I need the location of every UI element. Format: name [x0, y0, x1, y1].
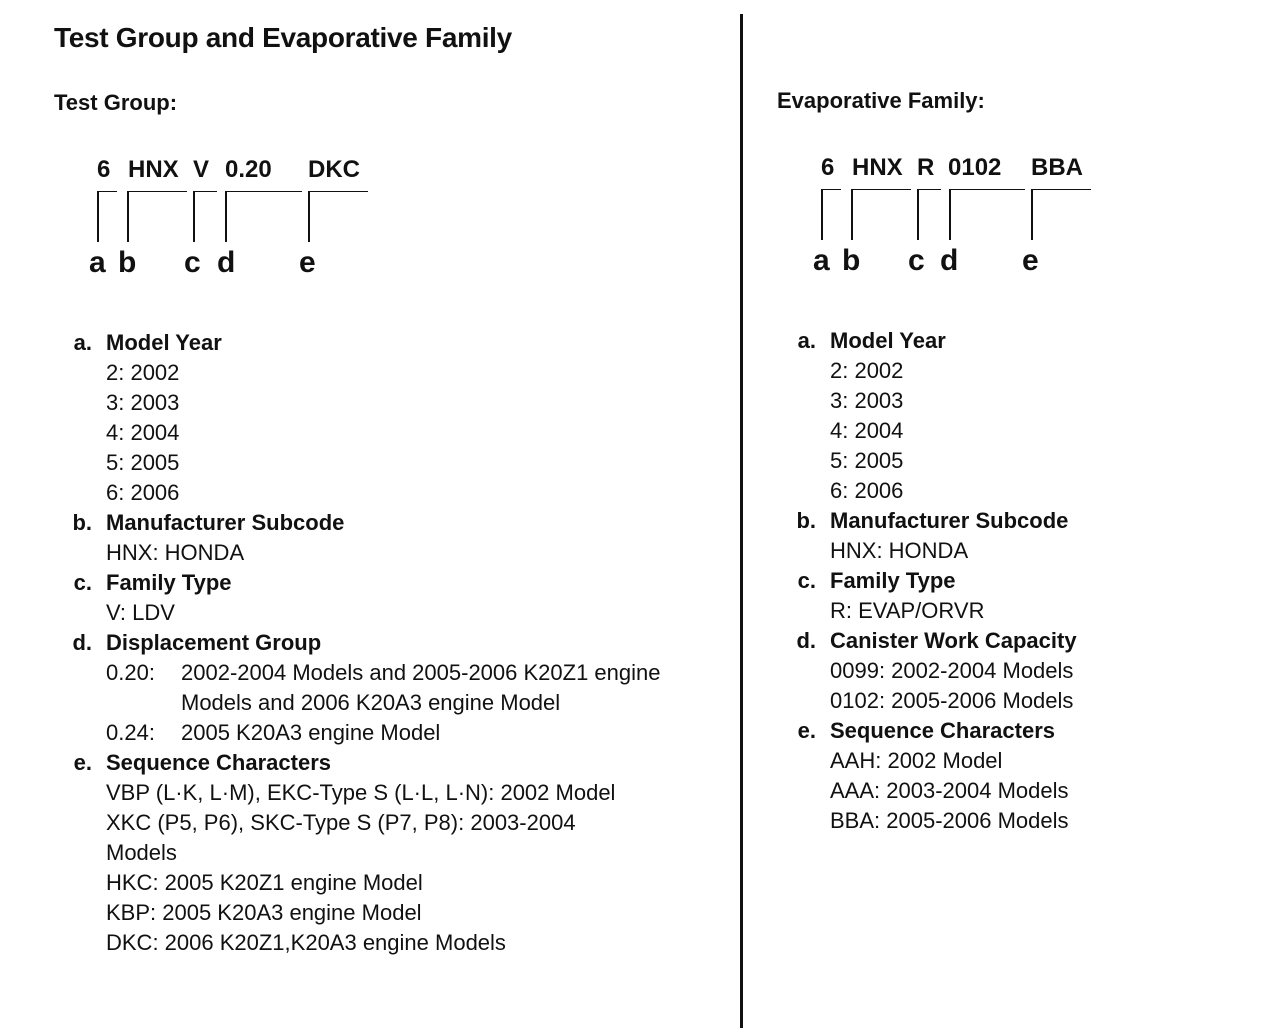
evap-family-bracket-c — [917, 189, 941, 240]
test-group-letter-d: d — [217, 246, 236, 279]
test-group-code-d: 0.20 — [225, 156, 272, 183]
test-group-letter-e: e — [299, 246, 316, 279]
evap-family-item-d-body — [794, 656, 1264, 716]
displacement-key: 0.20: — [106, 660, 155, 685]
item-title: Family Type — [830, 568, 956, 593]
evap-family-item-e-heading — [794, 716, 1264, 746]
list-item: 4: 2004 — [830, 418, 904, 443]
list-item: BBA: 2005-2006 Models — [830, 808, 1069, 833]
item-title: Sequence Characters — [106, 750, 331, 775]
column-divider — [740, 14, 743, 1028]
item-label: a. — [73, 330, 92, 355]
evap-family-item-a-body — [794, 356, 1264, 506]
item-title: Sequence Characters — [830, 718, 1055, 743]
list-item: KBP: 2005 K20A3 engine Model — [106, 900, 422, 925]
item-label: c. — [73, 570, 92, 595]
displacement-value: 2002-2004 Models and 2005-2006 K20Z1 engine Models and 2006 K20A3 engine Model — [181, 660, 661, 715]
list-item: AAA: 2003-2004 Models — [830, 778, 1069, 803]
test-group-item-a-heading — [70, 328, 710, 358]
list-item: 2: 2002 — [106, 360, 180, 385]
test-group-item-d-heading — [70, 628, 710, 658]
test-group-code-c: V — [193, 156, 210, 183]
test-group-item-a-body — [70, 358, 710, 508]
evap-family-bracket-a — [821, 189, 841, 240]
evap-family-letter-d: d — [940, 244, 959, 277]
item-title: Displacement Group — [106, 630, 322, 655]
list-item: 3: 2003 — [106, 390, 180, 415]
item-label: b. — [72, 510, 92, 535]
list-item: 0099: 2002-2004 Models — [830, 658, 1074, 683]
list-item: HNX: HONDA — [830, 538, 969, 563]
list-item: R: EVAP/ORVR — [830, 598, 985, 623]
list-item: 4: 2004 — [106, 420, 180, 445]
list-item: 0102: 2005-2006 Models — [830, 688, 1074, 713]
test-group-item-c-body — [70, 598, 710, 628]
item-label: e. — [797, 718, 816, 743]
displacement-row — [106, 718, 710, 748]
item-label: c. — [797, 568, 816, 593]
displacement-row — [106, 658, 710, 718]
test-group-bracket-b — [127, 191, 187, 242]
item-label: d. — [796, 628, 816, 653]
list-item: Models — [106, 840, 177, 865]
list-item: 2: 2002 — [830, 358, 904, 383]
list-item: 6: 2006 — [830, 478, 904, 503]
evap-family-bracket-d — [949, 189, 1025, 240]
test-group-item-b-heading — [70, 508, 710, 538]
evap-family-item-c-body — [794, 596, 1264, 626]
test-group-code-b: HNX — [128, 156, 179, 183]
evap-family-letter-e: e — [1022, 244, 1039, 277]
test-group-item-e-body — [70, 778, 710, 958]
list-item: V: LDV — [106, 600, 175, 625]
item-title: Manufacturer Subcode — [830, 508, 1069, 533]
test-group-item-e-heading — [70, 748, 710, 778]
evap-family-item-b-heading — [794, 506, 1264, 536]
evap-family-code-e: BBA — [1031, 154, 1083, 181]
displacement-value: 2005 K20A3 engine Model — [181, 720, 441, 745]
test-group-item-b-body — [70, 538, 710, 568]
list-item: XKC (P5, P6), SKC-Type S (P7, P8): 2003-2004 — [106, 810, 576, 835]
list-item: AAH: 2002 Model — [830, 748, 1003, 773]
test-group-letter-b: b — [118, 246, 137, 279]
test-group-bracket-a — [97, 191, 117, 242]
displacement-key: 0.24: — [106, 720, 155, 745]
list-item: 3: 2003 — [830, 388, 904, 413]
test-group-code-a: 6 — [97, 156, 111, 183]
evap-family-letter-a: a — [813, 244, 830, 277]
evap-family-code-c: R — [917, 154, 935, 181]
evaporative-family-heading: Evaporative Family: — [777, 88, 985, 113]
evap-family-item-c-heading — [794, 566, 1264, 596]
evap-family-item-e-body — [794, 746, 1264, 836]
evap-family-bracket-e — [1031, 189, 1091, 240]
item-title: Canister Work Capacity — [830, 628, 1077, 653]
evap-family-bracket-b — [851, 189, 911, 240]
evap-family-letter-b: b — [842, 244, 861, 277]
evap-family-code-d: 0102 — [948, 154, 1002, 181]
evap-family-item-b-body — [794, 536, 1264, 566]
evap-family-code-a: 6 — [821, 154, 835, 181]
test-group-letter-c: c — [184, 246, 201, 279]
test-group-code-e: DKC — [308, 156, 360, 183]
page-title: Test Group and Evaporative Family — [54, 22, 512, 53]
item-label: b. — [796, 508, 816, 533]
test-group-bracket-e — [308, 191, 368, 242]
item-label: a. — [797, 328, 816, 353]
list-item: DKC: 2006 K20Z1,K20A3 engine Models — [106, 930, 506, 955]
list-item: 5: 2005 — [106, 450, 180, 475]
test-group-definitions — [70, 328, 710, 958]
list-item: HKC: 2005 K20Z1 engine Model — [106, 870, 423, 895]
evap-family-item-a-heading — [794, 326, 1264, 356]
test-group-letter-a: a — [89, 246, 106, 279]
item-label: d. — [72, 630, 92, 655]
list-item: 5: 2005 — [830, 448, 904, 473]
test-group-item-d-body — [70, 658, 710, 748]
test-group-bracket-c — [193, 191, 217, 242]
evap-family-item-d-heading — [794, 626, 1264, 656]
evaporative-family-definitions — [794, 326, 1264, 836]
item-title: Model Year — [830, 328, 946, 353]
item-title: Manufacturer Subcode — [106, 510, 345, 535]
evap-family-code-b: HNX — [852, 154, 903, 181]
test-group-bracket-d — [225, 191, 302, 242]
item-title: Model Year — [106, 330, 222, 355]
list-item: HNX: HONDA — [106, 540, 245, 565]
evap-family-letter-c: c — [908, 244, 925, 277]
item-title: Family Type — [106, 570, 232, 595]
list-item: VBP (L·K, L·M), EKC-Type S (L·L, L·N): 2002 Model — [106, 780, 616, 805]
list-item: 6: 2006 — [106, 480, 180, 505]
item-label: e. — [73, 750, 92, 775]
test-group-heading: Test Group: — [54, 90, 178, 115]
test-group-item-c-heading — [70, 568, 710, 598]
